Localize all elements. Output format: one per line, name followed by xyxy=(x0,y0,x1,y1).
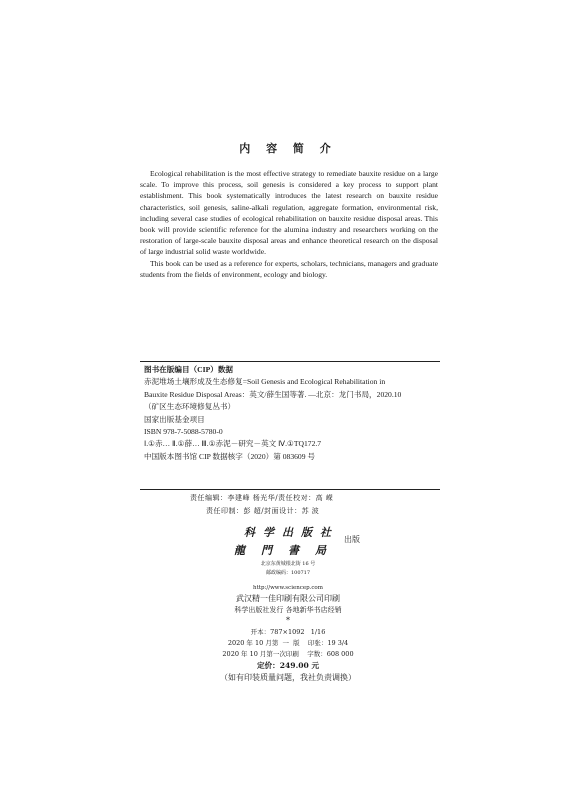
printer-info xyxy=(0,584,576,625)
cip-line-title-cont: Bauxite Residue Disposal Areas：英文/薛生国等著. —北京：龙门书局，2020.10 xyxy=(144,389,402,399)
cip-heading: 图书在版编目（CIP）数据 xyxy=(144,365,234,374)
cip-line-fund: 国家出版基金项目 xyxy=(144,414,205,424)
book-specifications xyxy=(0,627,576,684)
cip-bottom-divider xyxy=(140,489,440,490)
separator-star: * xyxy=(286,616,290,625)
cip-line-series: （矿区生态环境修复丛书） xyxy=(144,402,236,412)
summary-paragraph-2: This book can be used as a reference for experts, scholars, technicians, managers and graduate students from the fields of environment, ecology and biology. xyxy=(140,258,438,279)
staff-editors: 责任编辑：李建峰 杨光华/责任校对：高 嵘 xyxy=(190,494,334,502)
address-line: 北京东黄城根北街 16 号 xyxy=(260,561,316,567)
publisher-name-longmen: 龍門書局 xyxy=(234,544,342,557)
quality-notice: （如有印装质量问题，我社负责调换） xyxy=(220,673,356,682)
publisher-name-science-press: 科学出版社 xyxy=(244,526,339,539)
cip-data-block xyxy=(144,364,440,463)
spec-printing: 2020 年 10 月第一次印刷 字数：608 000 xyxy=(222,650,354,658)
printer-name: 武汉精一佳印刷有限公司印刷 xyxy=(236,594,340,603)
publisher-logo xyxy=(216,524,376,564)
publisher-suffix: 出版 xyxy=(344,535,360,544)
spec-format: 开本：787×1092 1/16 xyxy=(250,628,326,636)
price: 定价：249.00 元 xyxy=(256,661,320,670)
cip-line-record-number: 中国版本图书馆 CIP 数据核字（2020）第 083609 号 xyxy=(144,451,316,461)
publisher-url: http://www.sciencep.com xyxy=(253,585,323,591)
publisher-address xyxy=(0,560,576,578)
page-title: 内 容 简 介 xyxy=(239,142,337,155)
staff-production: 责任印制：彭 超/封面设计：苏 波 xyxy=(206,506,320,515)
editorial-staff xyxy=(190,492,440,517)
cip-line-title: 赤泥堆场土壤形成及生态修复=Soil Genesis and Ecological Rehabilitation in xyxy=(144,377,386,387)
cip-top-divider xyxy=(140,361,440,362)
book-summary xyxy=(140,168,438,280)
spec-edition: 2020 年 10 月第 一 版 印张：19 3/4 xyxy=(227,639,349,647)
cip-line-classification: Ⅰ.①赤… Ⅱ.①薛… Ⅲ.①赤泥－研究－英文 Ⅳ.①TQ172.7 xyxy=(144,439,322,449)
postcode-line: 邮政编码：100717 xyxy=(265,570,311,576)
summary-paragraph-1: Ecological rehabilitation is the most effective strategy to remediate bauxite residue on a large scale. To improve this process, soil genesis is considered a key process to support plant establishment. This book systematically introduces the latest research on bauxite residue characteristics, soil genesis, saline-alkali regulation, aggregate formation, environmental risk, including several case studies of ecological rehabilitation on bauxite residue disposal areas. This book will provide scientific reference for the alumina industry and researchers working on the restoration of large-scale bauxite disposal areas and enhance theoretical research on the disposal of large industrial solid waste worldwide. xyxy=(140,169,438,257)
distribution-line: 科学出版社发行 各地新华书店经销 xyxy=(234,606,342,614)
cip-line-isbn: ISBN 978-7-5088-5780-0 xyxy=(144,427,223,437)
